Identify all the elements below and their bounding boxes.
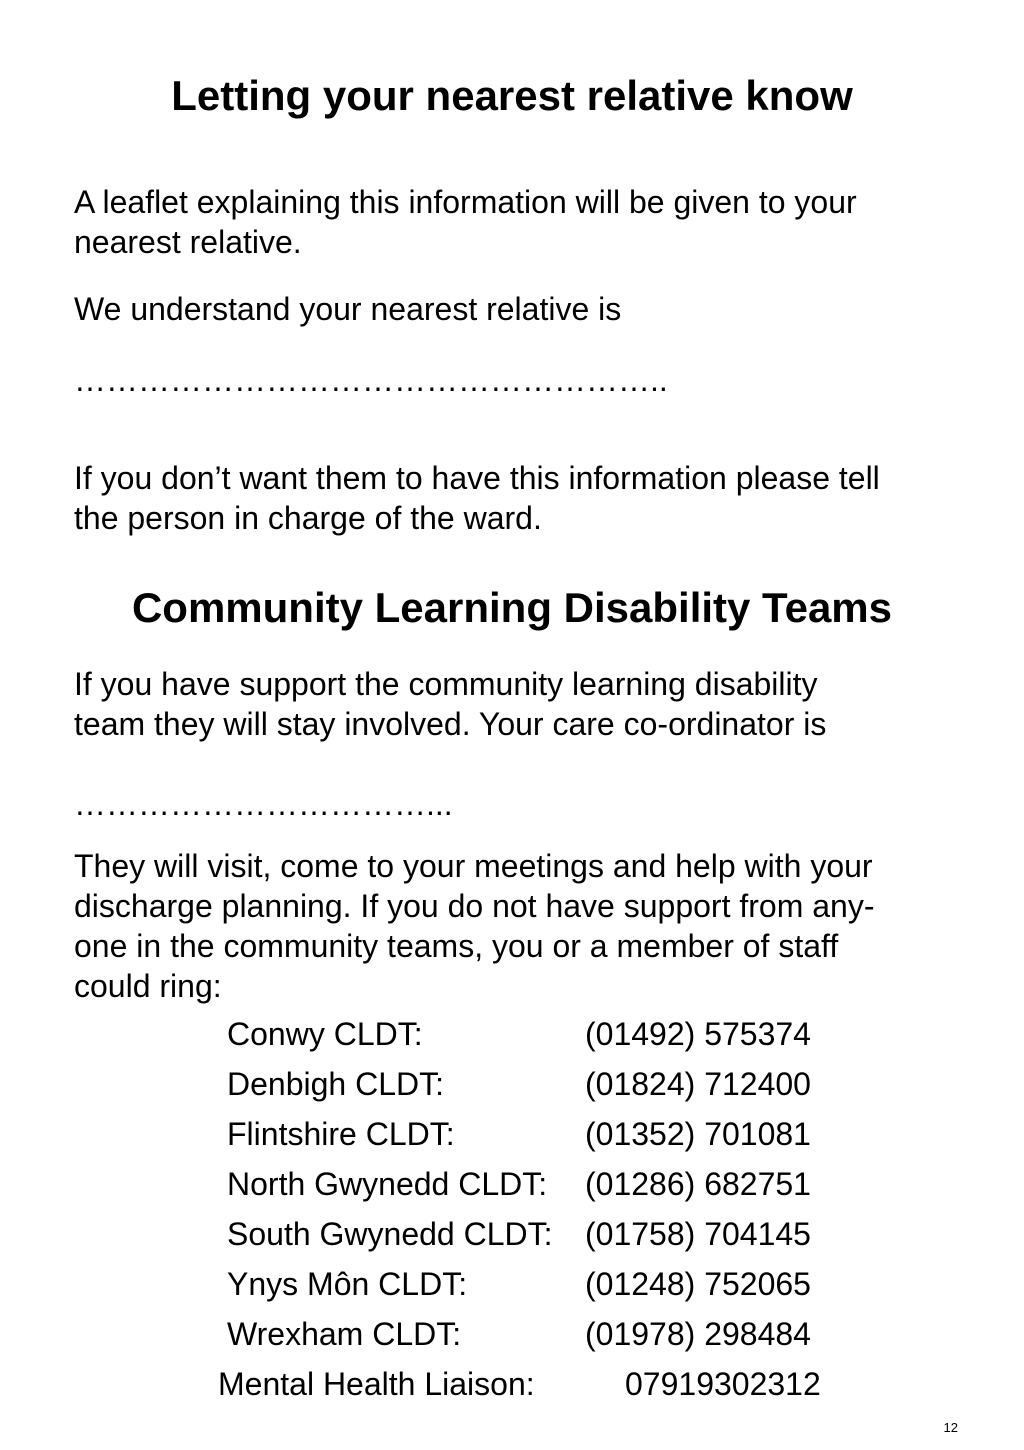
leaflet-paragraph-line-2: nearest relative.: [74, 224, 302, 260]
contact-name: Wrexham CLDT:: [227, 1316, 462, 1352]
page-number: 12: [943, 1420, 958, 1435]
contact-phone: (01978) 298484: [585, 1316, 811, 1352]
contact-phone: (01352) 701081: [585, 1116, 811, 1152]
visit-paragraph-line-2: discharge planning. If you do not have support from any-: [74, 888, 875, 924]
contact-phone: (01758) 704145: [585, 1216, 811, 1252]
cldt-paragraph-line-1: If you have support the community learning disability: [74, 666, 818, 702]
contact-phone: (01248) 752065: [585, 1266, 811, 1302]
visit-paragraph-line-3: one in the community teams, you or a member of staff: [74, 928, 839, 964]
contact-name: South Gwynedd CLDT:: [227, 1216, 553, 1252]
visit-paragraph-line-4: could ring:: [74, 968, 222, 1004]
contact-phone: (01492) 575374: [585, 1016, 811, 1052]
care-coordinator-blank: ……………………………...: [74, 786, 453, 822]
cldt-paragraph-line-2: team they will stay involved. Your care co-ordinator is: [74, 706, 827, 742]
contact-name: Denbigh CLDT:: [227, 1066, 444, 1102]
contact-phone: (01824) 712400: [585, 1066, 811, 1102]
privacy-paragraph-line-1: If you don’t want them to have this information please tell: [74, 460, 880, 496]
visit-paragraph-line-1: They will visit, come to your meetings and help with your: [74, 848, 873, 884]
leaflet-paragraph-line-1: A leaflet explaining this information will be given to your: [74, 184, 857, 220]
nearest-relative-prompt: We understand your nearest relative is: [74, 291, 622, 327]
contact-name: Flintshire CLDT:: [227, 1116, 455, 1152]
nearest-relative-blank: ………………………………………………..: [74, 362, 668, 398]
heading-nearest-relative: Letting your nearest relative know: [171, 72, 853, 119]
contact-name: Conwy CLDT:: [227, 1016, 423, 1052]
heading-cldt: Community Learning Disability Teams: [131, 584, 893, 631]
privacy-paragraph-line-2: the person in charge of the ward.: [74, 500, 542, 536]
liaison-name: Mental Health Liaison:: [218, 1366, 535, 1402]
contact-name: Ynys Môn CLDT:: [227, 1266, 468, 1302]
contact-name: North Gwynedd CLDT:: [227, 1166, 548, 1202]
contact-phone: (01286) 682751: [585, 1166, 811, 1202]
liaison-phone: 07919302312: [625, 1366, 821, 1402]
